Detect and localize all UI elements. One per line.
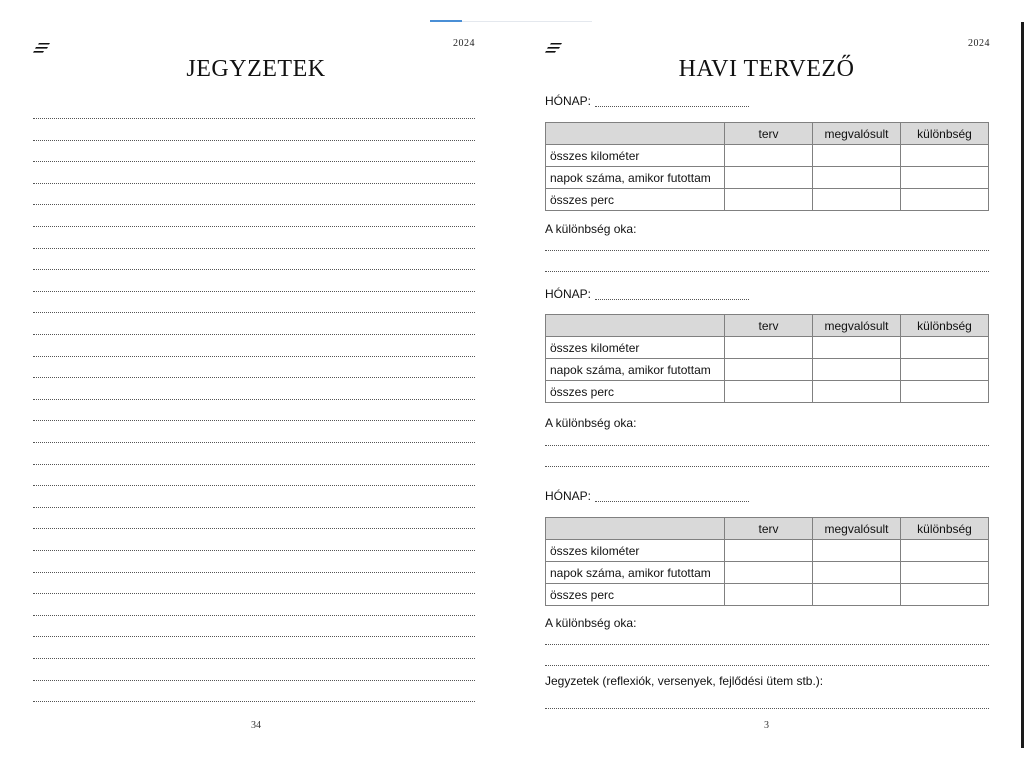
table-cell[interactable] bbox=[901, 381, 989, 403]
table-cell[interactable] bbox=[901, 540, 989, 562]
reason-input-line[interactable] bbox=[545, 466, 989, 467]
table-cell[interactable] bbox=[813, 381, 901, 403]
note-line[interactable] bbox=[33, 485, 475, 486]
plan-table bbox=[545, 314, 989, 403]
table-cell[interactable] bbox=[901, 189, 989, 211]
note-line[interactable] bbox=[33, 334, 475, 335]
month-field[interactable] bbox=[545, 94, 749, 108]
row-label: összes kilométer bbox=[546, 337, 725, 359]
reason-label: A különbség oka: bbox=[545, 616, 637, 630]
table-header: különbség bbox=[901, 315, 989, 337]
note-line[interactable] bbox=[33, 442, 475, 443]
reason-input-line[interactable] bbox=[545, 445, 989, 446]
table-header: terv bbox=[725, 518, 813, 540]
note-line[interactable] bbox=[33, 291, 475, 292]
month-label: HÓNAP: bbox=[545, 489, 592, 503]
notes-lines[interactable] bbox=[33, 106, 475, 706]
note-line[interactable] bbox=[33, 377, 475, 378]
table-header-row bbox=[546, 315, 989, 337]
note-line[interactable] bbox=[33, 572, 475, 573]
month-input-line[interactable] bbox=[595, 299, 749, 300]
table-header bbox=[546, 123, 725, 145]
year-label: 2024 bbox=[453, 38, 475, 49]
reason-input-line[interactable] bbox=[545, 644, 989, 645]
note-line[interactable] bbox=[33, 140, 475, 141]
table-row bbox=[546, 359, 989, 381]
table-cell[interactable] bbox=[725, 381, 813, 403]
table-cell[interactable] bbox=[901, 145, 989, 167]
note-line[interactable] bbox=[33, 550, 475, 551]
table-cell[interactable] bbox=[813, 562, 901, 584]
note-line[interactable] bbox=[33, 356, 475, 357]
table-header: megvalósult bbox=[813, 518, 901, 540]
note-line[interactable] bbox=[33, 680, 475, 681]
month-label: HÓNAP: bbox=[545, 287, 592, 301]
table-cell[interactable] bbox=[725, 359, 813, 381]
month-input-line[interactable] bbox=[595, 106, 749, 107]
row-label: összes kilométer bbox=[546, 540, 725, 562]
table-header-row bbox=[546, 123, 989, 145]
notes-label: Jegyzetek (reflexiók, versenyek, fejlődési ütem stb.): bbox=[545, 674, 824, 688]
table-header: terv bbox=[725, 123, 813, 145]
table-header: megvalósult bbox=[813, 315, 901, 337]
table-header bbox=[546, 518, 725, 540]
table-row bbox=[546, 337, 989, 359]
reason-input-line[interactable] bbox=[545, 271, 989, 272]
note-line[interactable] bbox=[33, 269, 475, 270]
table-header: megvalósult bbox=[813, 123, 901, 145]
note-line[interactable] bbox=[33, 161, 475, 162]
reason-input-line[interactable] bbox=[545, 250, 989, 251]
note-line[interactable] bbox=[33, 226, 475, 227]
row-label: napok száma, amikor futottam bbox=[546, 359, 725, 381]
table-cell[interactable] bbox=[725, 562, 813, 584]
table-cell[interactable] bbox=[901, 337, 989, 359]
reason-label: A különbség oka: bbox=[545, 222, 637, 236]
right-page bbox=[512, 0, 1021, 768]
table-cell[interactable] bbox=[725, 145, 813, 167]
table-cell[interactable] bbox=[901, 584, 989, 606]
reason-label: A különbség oka: bbox=[545, 416, 637, 430]
table-row bbox=[546, 584, 989, 606]
table-cell[interactable] bbox=[725, 167, 813, 189]
table-cell[interactable] bbox=[901, 167, 989, 189]
row-label: összes kilométer bbox=[546, 145, 725, 167]
row-label: összes perc bbox=[546, 381, 725, 403]
note-line[interactable] bbox=[33, 636, 475, 637]
note-line[interactable] bbox=[33, 420, 475, 421]
note-line[interactable] bbox=[33, 204, 475, 205]
table-cell[interactable] bbox=[813, 337, 901, 359]
month-field[interactable] bbox=[545, 287, 749, 301]
table-header: különbség bbox=[901, 518, 989, 540]
month-field[interactable] bbox=[545, 489, 749, 503]
table-row bbox=[546, 167, 989, 189]
table-cell[interactable] bbox=[725, 337, 813, 359]
notes-input-line[interactable] bbox=[545, 708, 989, 709]
note-line[interactable] bbox=[33, 248, 475, 249]
month-label: HÓNAP: bbox=[545, 94, 592, 108]
table-cell[interactable] bbox=[725, 540, 813, 562]
table-row bbox=[546, 189, 989, 211]
table-cell[interactable] bbox=[901, 359, 989, 381]
row-label: összes perc bbox=[546, 584, 725, 606]
note-line[interactable] bbox=[33, 701, 475, 702]
note-line[interactable] bbox=[33, 312, 475, 313]
page-number: 34 bbox=[251, 720, 261, 731]
month-input-line[interactable] bbox=[595, 501, 749, 502]
plan-table bbox=[545, 122, 989, 211]
table-cell[interactable] bbox=[813, 359, 901, 381]
note-line[interactable] bbox=[33, 464, 475, 465]
table-cell[interactable] bbox=[725, 584, 813, 606]
note-line[interactable] bbox=[33, 399, 475, 400]
row-label: összes perc bbox=[546, 189, 725, 211]
note-line[interactable] bbox=[33, 118, 475, 119]
table-cell[interactable] bbox=[813, 189, 901, 211]
reason-input-line[interactable] bbox=[545, 665, 989, 666]
table-cell[interactable] bbox=[813, 584, 901, 606]
table-header bbox=[546, 315, 725, 337]
table-row bbox=[546, 381, 989, 403]
note-line[interactable] bbox=[33, 593, 475, 594]
runner-logo-icon bbox=[545, 42, 563, 54]
row-label: napok száma, amikor futottam bbox=[546, 562, 725, 584]
table-row bbox=[546, 145, 989, 167]
table-row bbox=[546, 562, 989, 584]
page-title: JEGYZETEK bbox=[186, 56, 326, 82]
year-label: 2024 bbox=[968, 38, 990, 49]
table-cell[interactable] bbox=[813, 540, 901, 562]
note-line[interactable] bbox=[33, 528, 475, 529]
note-line[interactable] bbox=[33, 183, 475, 184]
table-cell[interactable] bbox=[813, 145, 901, 167]
table-header-row bbox=[546, 518, 989, 540]
plan-table bbox=[545, 517, 989, 606]
note-line[interactable] bbox=[33, 615, 475, 616]
table-header: különbség bbox=[901, 123, 989, 145]
page-title: HAVI TERVEZŐ bbox=[678, 56, 855, 82]
table-row bbox=[546, 540, 989, 562]
table-header: terv bbox=[725, 315, 813, 337]
note-line[interactable] bbox=[33, 507, 475, 508]
note-line[interactable] bbox=[33, 658, 475, 659]
row-label: napok száma, amikor futottam bbox=[546, 167, 725, 189]
page-number: 3 bbox=[764, 720, 769, 731]
table-cell[interactable] bbox=[901, 562, 989, 584]
table-cell[interactable] bbox=[725, 189, 813, 211]
table-cell[interactable] bbox=[813, 167, 901, 189]
runner-logo-icon bbox=[33, 42, 51, 54]
